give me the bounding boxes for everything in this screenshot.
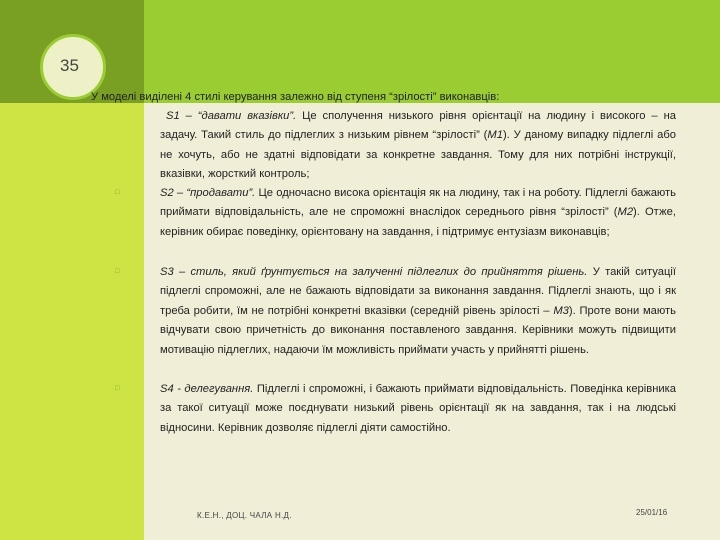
style-s2-tail: ). Отже, керівник обирає поведінку, орієнтовану на завдання, і підтримує ентузіазм виконавців;: [160, 206, 676, 238]
style-s1-tail: ). У даному випадку підлеглі або не хочуть, або не здатні відповідати за конкретне завдання. Тому для них потрібні інструкції, вказівки, жорсткий контроль;: [160, 129, 676, 181]
style-s4-title: S4 - делегування.: [160, 383, 254, 395]
bullet-icon: □: [115, 385, 120, 392]
style-s2-title: S2 – “продавати”.: [160, 187, 256, 199]
style-s3-tail: ). Проте вони мають відчувати свою причетність до виконання поставленого завдання. Керівники можуть підвищити мотивацію підлеглих, надаючи їм можливість приймати участь у прийнятті рішень.: [160, 304, 676, 356]
style-s1-body: Це сполучення низького рівня орієнтації на людину і високого – на задачу. Такий стиль до підлеглих з низьким рівнем “зрілості” (: [160, 110, 676, 142]
style-s2-code: М2: [617, 206, 634, 219]
header-band-light: [144, 0, 720, 103]
style-s1-title: S1 – “давати вказівки”.: [166, 110, 297, 122]
footer-date: 25/01/16: [636, 508, 668, 517]
style-s1-code: М1: [487, 129, 503, 142]
style-s3-body: У такій ситуації підлеглі спроможні, але не бажають відповідати за виконання завдання. Підлеглі знають, що і як треба робити, їм не потрібні конкретні вказівки (середній рівень зрілості –: [160, 266, 676, 317]
footer-author: К.Е.Н., ДОЦ. ЧАЛА Н.Д.: [197, 511, 292, 520]
intro-text: У моделі виділені 4 стилі керування залежно від ступеня “зрілості” виконавців:: [91, 91, 500, 103]
bullet-icon: □: [115, 189, 120, 196]
slide-number: 35: [60, 56, 79, 75]
style-s4-paragraph: [160, 380, 676, 438]
style-s1-paragraph: [160, 107, 676, 185]
style-s3-code: М3: [553, 304, 569, 317]
bullet-icon: □: [115, 268, 120, 275]
style-s4-body: Підлеглі і спроможні, і бажають приймати відповідальність. Поведінка керівника за такої ситуації може поєднувати низький рівень орієнтації як на завдання, так і на людські відносини. Керівник дозволяє підлеглі діяти самостійно.: [160, 383, 676, 434]
style-s2-paragraph: [160, 184, 676, 242]
style-s3-title: S3 – стиль, який ґрунтується на залученні підлеглих до прийняття рішень.: [160, 266, 588, 278]
sidebar-band: [0, 103, 144, 540]
style-s3-paragraph: [160, 263, 676, 360]
style-s2-body: Це одночасно висока орієнтація як на людину, так і на роботу. Підлеглі бажають приймати відповідальність, але не спроможні внаслідок середнього рівня “зрілості” (: [160, 187, 677, 219]
